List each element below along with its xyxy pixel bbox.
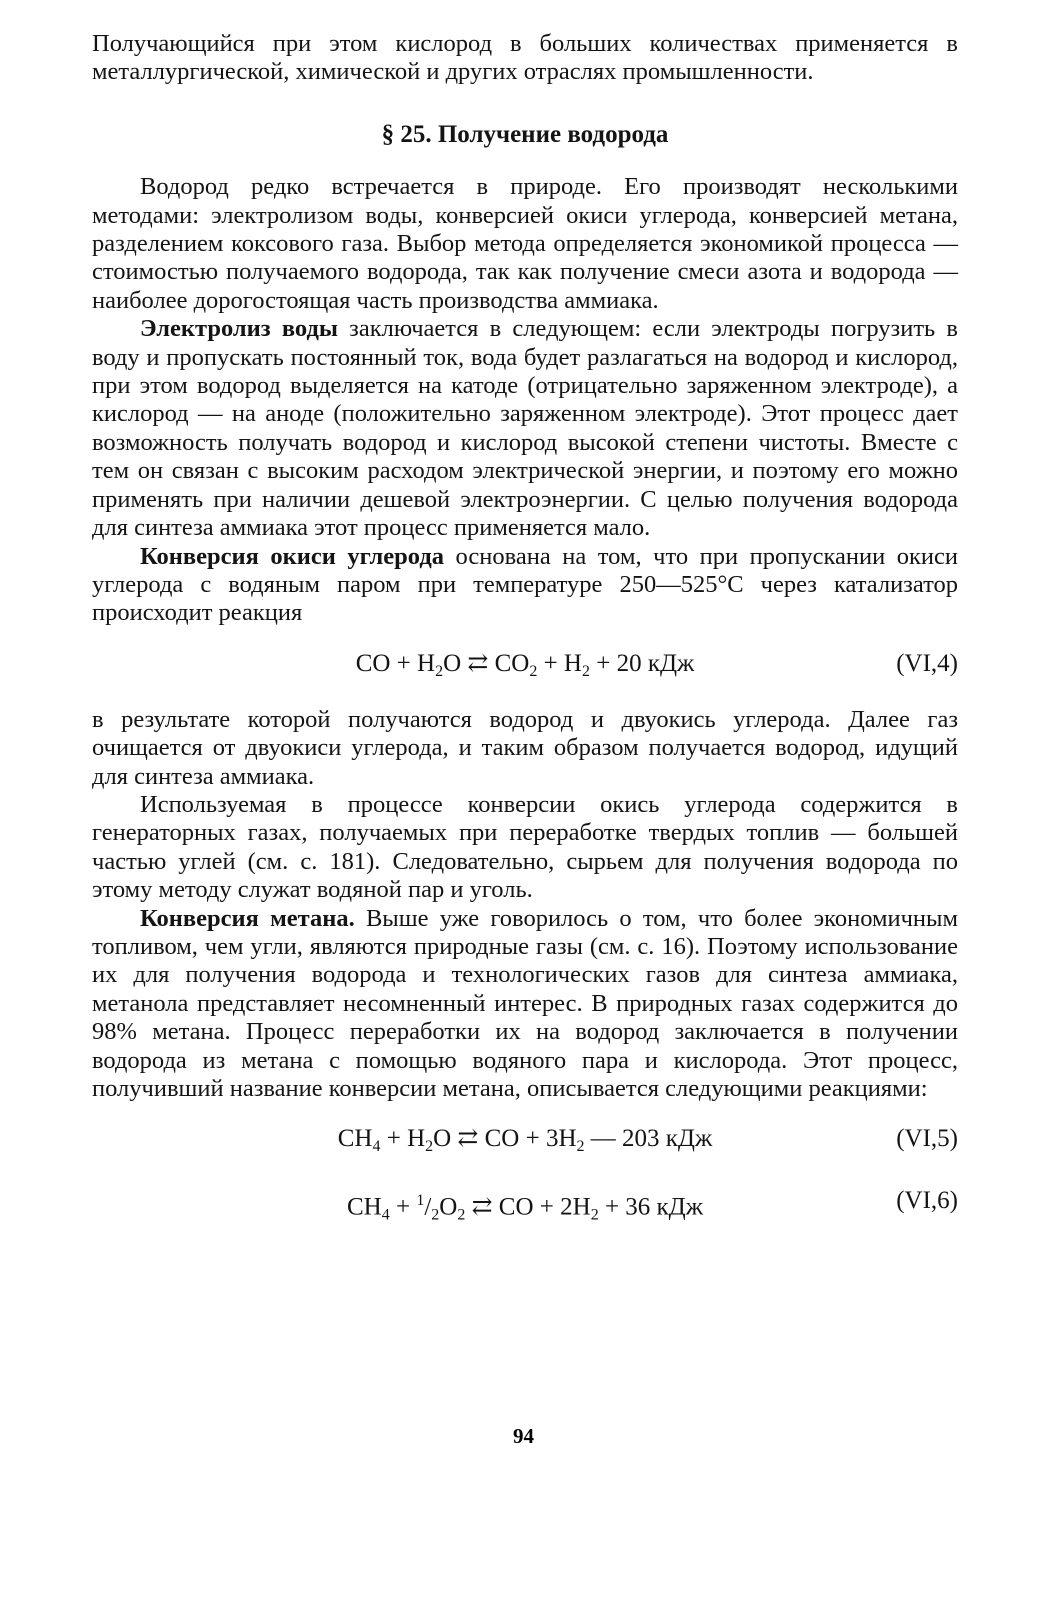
paragraph-co-conversion-body: основана на том, что при пропускании окиси углерода с водяным паром при температуре 250—525°С через катализатор происходит реакция bbox=[92, 542, 958, 627]
equation-formula: $CH_4 + ^1/_2O_2$ ⇄ CO + $2H_2 + 36$ кДж bbox=[346, 1192, 704, 1224]
lead-term-electrolysis: Электролиз воды bbox=[140, 315, 338, 343]
lead-term-co-conversion: Конверсия окиси углерода bbox=[140, 542, 444, 570]
paragraph-electrolysis-body: заключается в следующем: если электроды погрузить в воду и пропускать постоянный ток, вода будет разлагаться на водород и кислород, при этом водород выделяется на катоде (отрицательно заряженном электроде), а кислород — на аноде (положительно заряженном электроде). Этот процесс дает возможность получать водород и кислород высокой степени чистоты. Вместе с тем он связан с высоким расходом электрической энергии, и поэтому его можно применять при наличии дешевой электроэнергии. С целью получения водорода для синтеза аммиака этот процесс применяется мало. bbox=[92, 315, 958, 542]
paragraph-co-conversion bbox=[92, 543, 958, 628]
paragraph-water-electrolysis bbox=[92, 315, 958, 542]
document-page bbox=[92, 30, 958, 1243]
lead-term-methane-conversion: Конверсия метана. bbox=[140, 904, 355, 932]
section-heading: § 25. Получение водорода bbox=[381, 120, 669, 148]
equation-formula: CO + $H_2O$ ⇄ $CO_2 + H_2 + 20$ кДж bbox=[355, 649, 695, 680]
paragraph-hydrogen-methods: Водород редко встречается в природе. Его производят несколькими методами: электролизом воды, конверсией окиси углерода, конверсией метана, разделением коксового газа. Выбор метода определяется экономикой процесса — стоимостью получаемого водорода, так как получение смеси азота и водорода — наиболее дорогостоящая часть производства аммиака. bbox=[92, 173, 958, 314]
intro-paragraph: Получающийся при этом кислород в больших количествах применяется в металлургической, химической и других отраслях промышленности. bbox=[92, 30, 958, 86]
equation-number: (VI,6) bbox=[896, 1187, 958, 1215]
equation-number: (VI,5) bbox=[896, 1125, 958, 1153]
paragraph-methane-body: Выше уже говорилось о том, что более экономичным топливом, чем угли, являются природные газы (см. с. 16). Поэтому использование их для получения водорода и технологических газов для синтеза аммиака, метанола представляет несомненный интерес. В природных газах содержится до 98% метана. Процесс переработки их на водород заключается в получении водорода из метана с помощью водяного пара и кислорода. Этот процесс, получивший название конверсии метана, описывается следующими реакциями: bbox=[92, 904, 958, 1102]
equation-formula: $CH_4 + H_2O$ ⇄ CO + $3H_2$ — 203 кДж bbox=[337, 1125, 713, 1156]
equation-vi-6 bbox=[92, 1181, 958, 1224]
paragraph-methane-conversion bbox=[92, 905, 958, 1104]
paragraph-co-result: в результате которой получаются водород и двуокись углерода. Далее газ очищается от двуокиси углерода, и таким образом получается водород, идущий для синтеза аммиака. bbox=[92, 705, 958, 790]
paragraph-generator-gases: Используемая в процессе конверсии окись углерода содержится в генераторных газах, получаемых при переработке твердых топлив — большей частью углей (см. с. 181). Следовательно, сырьем для получения водорода по этому методу служат водяной пар и уголь. bbox=[92, 790, 958, 904]
equation-vi-5 bbox=[92, 1119, 958, 1159]
equation-vi-4 bbox=[92, 644, 958, 684]
equation-number: (VI,4) bbox=[896, 649, 958, 677]
page-number: 94 bbox=[513, 1424, 534, 1448]
